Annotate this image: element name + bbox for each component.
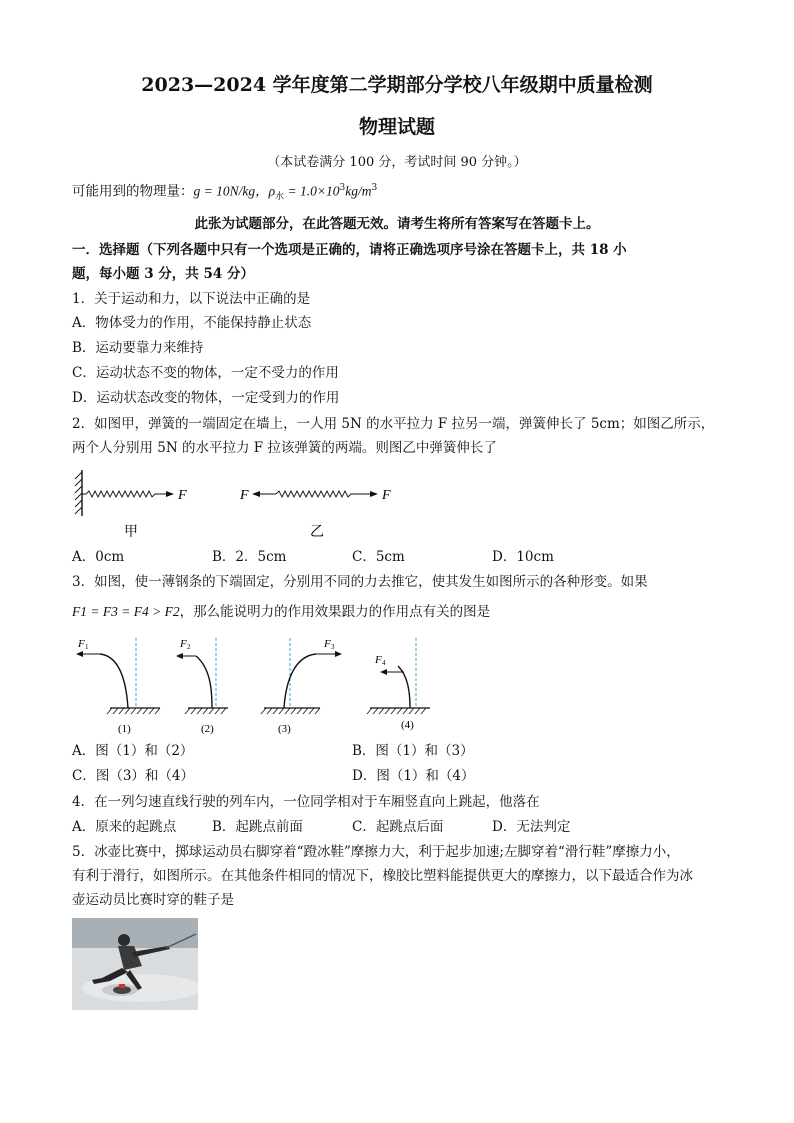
q2-option-d: D．10cm [492, 549, 554, 565]
force-label-jia: F [178, 488, 187, 503]
q2-stem-line2: 两个人分别用 5N 的水平拉力 F 拉该弹簧的两端。则图乙中弹簧伸长了 [72, 440, 497, 456]
q3-option-c: C．图（3）和（4） [72, 768, 195, 784]
q3-option-a: A．图（1）和（2） [72, 743, 194, 759]
force-label-f1-sub: 1 [85, 643, 89, 651]
panel-label-2: (2) [201, 723, 214, 735]
q1-option-a: A．物体受力的作用，不能保持静止状态 [72, 315, 312, 331]
figure-label-yi: 乙 [310, 525, 324, 540]
curling-photo-illustration [72, 918, 198, 1010]
q3-option-d: D．图（1）和（4） [352, 768, 475, 784]
g-constant: g = 10N/kg， [193, 183, 269, 199]
constants-label: 可能用到的物理量： [72, 183, 194, 200]
force-label-f1: F [78, 638, 85, 650]
q2-option-c: C．5cm [352, 549, 405, 565]
strip-3 [284, 654, 316, 708]
curling-photo [72, 918, 198, 1010]
figure-label-jia: 甲 [124, 525, 138, 540]
spring-jia [82, 491, 158, 497]
force-label-f4-sub: 4 [382, 659, 386, 667]
q5-stem-line2: 有利于滑行，如图所示。在其他条件相同的情况下，橡胶比塑料能提供更大的摩擦力，以下最适合作为冰 [72, 868, 693, 884]
q4-option-a: A．原来的起跳点 [72, 819, 177, 835]
force-label-f3: F [324, 638, 331, 650]
q3-stem-line2 [72, 603, 490, 621]
q4-stem: 4．在一列匀速直线行驶的列车内，一位同学相对于车厢竖直向上跳起，他落在 [72, 794, 540, 810]
q3-stem-rest: ，那么能说明力的作用效果跟力的作用点有关的图是 [179, 604, 491, 620]
force-label-yi-right: F [382, 488, 391, 503]
q5-stem-line1: 5．冰壶比赛中，掷球运动员右脚穿着“蹬冰鞋”摩擦力大，利于起步加速;左脚穿着“滑行鞋”摩擦力小， [72, 844, 680, 860]
rho-unit-exponent: 3 [371, 183, 378, 193]
section-heading-line1: 一．选择题（下列各题中只有一个选项是正确的，请将正确选项序号涂在答题卡上，共 18 小 [72, 242, 627, 258]
panel-label-3: (3) [278, 723, 291, 735]
panel-label-4: (4) [401, 719, 414, 731]
strip-2 [196, 656, 212, 708]
strip-panel-3 [261, 638, 342, 735]
q3-force-relation: F1 = F3 = F4 > F2 [72, 604, 180, 619]
force-label-f2-sub: 2 [187, 643, 191, 651]
answer-notice: 此张为试题部分，在此答题无效。请考生将所有答案写在答题卡上。 [194, 216, 600, 232]
strip-1 [100, 654, 128, 708]
exam-title: 2023—2024 学年度第二学期部分学校八年级期中质量检测 [141, 74, 653, 96]
q3-stem-line1: 3．如图，使一薄钢条的下端固定，分别用不同的力去推它，使其发生如图所示的各种形变。如果 [72, 574, 648, 590]
q2-option-a: A．0cm [72, 549, 125, 565]
q1-stem: 1．关于运动和力，以下说法中正确的是 [72, 291, 311, 307]
spring-figure [70, 468, 410, 544]
force-label-f2: F [180, 638, 187, 650]
rho-exponent: 3 [339, 183, 346, 193]
strip-panel-2 [176, 638, 228, 735]
q2-option-b: B．2．5cm [212, 549, 287, 565]
q1-option-c: C．运动状态不变的物体，一定不受力的作用 [72, 365, 339, 381]
strip-panel-4 [367, 638, 430, 731]
force-label-f4: F [375, 654, 382, 666]
subject-title: 物理试题 [358, 116, 435, 138]
q4-option-c: C．起跳点后面 [352, 819, 444, 835]
steel-strip-figure [70, 632, 450, 740]
wall-hatching [75, 472, 82, 514]
q4-option-b: B．起跳点前面 [212, 819, 303, 835]
panel-label-1: (1) [118, 723, 131, 735]
force-arrowhead-jia [166, 491, 174, 497]
q5-stem-line3: 壶运动员比赛时穿的鞋子是 [72, 892, 234, 908]
constants-line [72, 179, 377, 206]
force-label-yi-left: F [240, 488, 249, 503]
spring-figure-jia [75, 470, 187, 540]
rho-value: = 1.0×10 [284, 183, 340, 199]
rho-unit: kg/m [345, 183, 372, 199]
spring-yi [276, 491, 354, 497]
exam-info: （本试卷满分 100 分，考试时间 90 分钟。） [267, 155, 527, 170]
q3-option-b: B．图（1）和（3） [352, 743, 474, 759]
force-label-f3-sub: 3 [331, 643, 335, 651]
rho-subscript: 水 [275, 192, 285, 203]
section-heading-line2: 题，每小题 3 分，共 54 分） [72, 266, 254, 282]
strip-panel-1 [76, 638, 160, 735]
force-arrowhead-yi-right [370, 491, 378, 497]
q1-option-b: B．运动要靠力来维持 [72, 340, 204, 356]
q4-option-d: D．无法判定 [492, 819, 571, 835]
spring-figure-yi [239, 488, 391, 540]
q1-option-d: D．运动状态改变的物体，一定受到力的作用 [72, 390, 340, 406]
q2-stem-line1: 2．如图甲，弹簧的一端固定在墙上，一人用 5N 的水平拉力 F 拉另一端，弹簧伸长了 5cm；如图乙所示， [72, 416, 715, 432]
rho-symbol: ρ [268, 183, 276, 199]
